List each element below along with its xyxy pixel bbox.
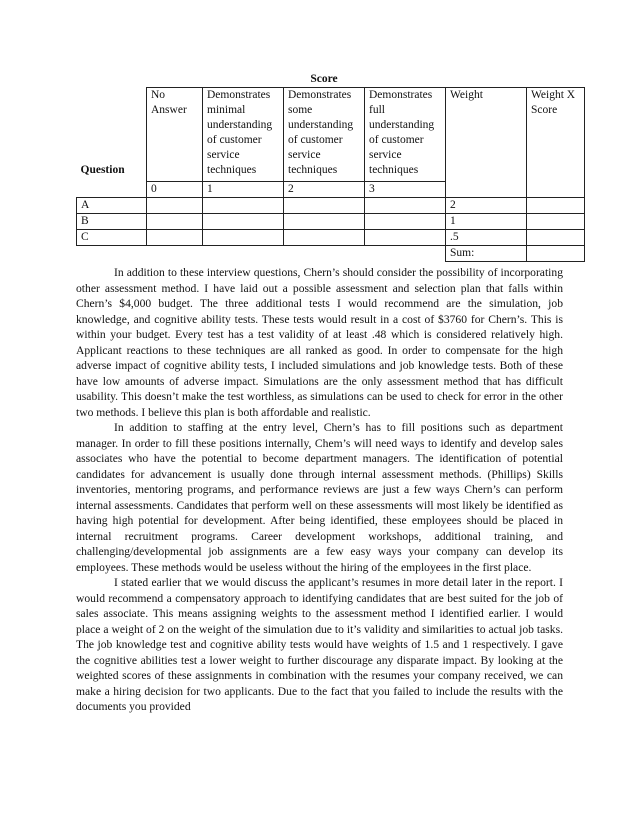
score-cell[interactable]: [365, 230, 446, 246]
weight-b: 1: [446, 214, 527, 230]
header-weight: Weight: [446, 88, 527, 182]
scoring-table: [76, 72, 633, 262]
score-cell[interactable]: [147, 230, 203, 246]
paragraph-compensatory-approach: I stated earlier that we would discuss the applicant’s resumes in more detail later in the report. I would recommend a compensatory approach to identifying candidates that are best suited for the job of sales associate. This means assigning weights to the assessment method I identified earlier. I would place a weight of 2 on the weight of the simulation due to it’s validity and similarities to actual job tasks. The job knowledge test and cognitive ability tests would have weights of 1.5 and 1 respectively. I gave the cognitive abilities test a lower weight to further discourage any disparate impact. By looking at the weighted scores of these assignments in combination with the resumes your company received, we can make a hiring decision for two applicants. Due to the fact that you failed to include the results with the documents you provided: [76, 576, 563, 713]
header-weight-x-score: Weight X Score: [527, 88, 585, 182]
header-minimal: Demonstrates minimal understanding of customer service techniques: [203, 88, 284, 182]
score-cell[interactable]: [147, 198, 203, 214]
table-row: [77, 214, 633, 230]
header-no-answer: No Answer: [147, 88, 203, 182]
weight-a: 2: [446, 198, 527, 214]
score-cell[interactable]: [284, 214, 365, 230]
score-cell[interactable]: [284, 198, 365, 214]
sum-cell[interactable]: [527, 246, 585, 262]
score-cell[interactable]: [203, 214, 284, 230]
weighted-score-cell[interactable]: [527, 214, 585, 230]
score-value-3: 3: [365, 182, 446, 198]
sum-label: Sum:: [446, 246, 527, 262]
header-full: Demonstrates full understanding of customer service techniques: [365, 88, 446, 182]
paragraph-assessment-plan: In addition to these interview questions, Chern’s should consider the possibility of incorporating other assessment method. I have laid out a possible assessment and selection plan that falls within Chern’s $4,000 budget. The three additional tests I would recommend are the simulation, job knowledge, and cognitive ability tests. These tests would result in a cost of $3760 for Chern’s. This is within your budget. Every test has a test validity of at least .48 which is considered relatively high. Applicant reactions to these techniques are all ranked as good. In order to compensate for the high adverse impact of cognitive ability tests, I included simulations and job knowledge tests. Both of these have low amounts of adverse impact. Simulations are the only assessment method that has difficult usability. This doesn’t make the test worthless, as simulations can be used to check for error in the other two methods. I believe this plan is both affordable and realistic.: [76, 266, 563, 419]
score-cell[interactable]: [203, 198, 284, 214]
score-cell[interactable]: [284, 230, 365, 246]
score-cell[interactable]: [365, 214, 446, 230]
table-row: [77, 230, 633, 246]
table-row: [77, 198, 633, 214]
score-heading: Score: [310, 73, 338, 85]
score-cell[interactable]: [147, 214, 203, 230]
score-value-2: 2: [284, 182, 365, 198]
paragraph-internal-staffing: In addition to staffing at the entry level, Chern’s has to fill positions such as department manager. In order to fill these positions internally, Chem’s will need ways to identify and develop sales associates who have the potential to become department managers. The identification of potential candidates for advancement is usually done through internal assessment methods. (Phillips) Skills inventories, mentoring programs, and performance reviews are just a few ways Chern’s can perform internal assessments. Candidates that perform well on these assessments will most likely be identified as having high potential for development. After being identified, these employees should be placed in internal recruitment programs. Career development workshops, additional training, and challenging/developmental job assignments are a few easy ways your company can develop its employees. These methods would be useless without the hiring of the employees in the first place.: [76, 421, 563, 574]
weighted-score-cell[interactable]: [527, 198, 585, 214]
score-cell[interactable]: [365, 198, 446, 214]
question-a: A: [77, 198, 147, 214]
question-heading: Question: [80, 163, 125, 176]
score-value-0: 0: [147, 182, 203, 198]
header-some: Demonstrates some understanding of customer service techniques: [284, 88, 365, 182]
question-c: C: [77, 230, 147, 246]
body-text: [76, 265, 563, 715]
weighted-score-cell[interactable]: [527, 230, 585, 246]
weight-c: .5: [446, 230, 527, 246]
question-b: B: [77, 214, 147, 230]
score-value-1: 1: [203, 182, 284, 198]
score-cell[interactable]: [203, 230, 284, 246]
